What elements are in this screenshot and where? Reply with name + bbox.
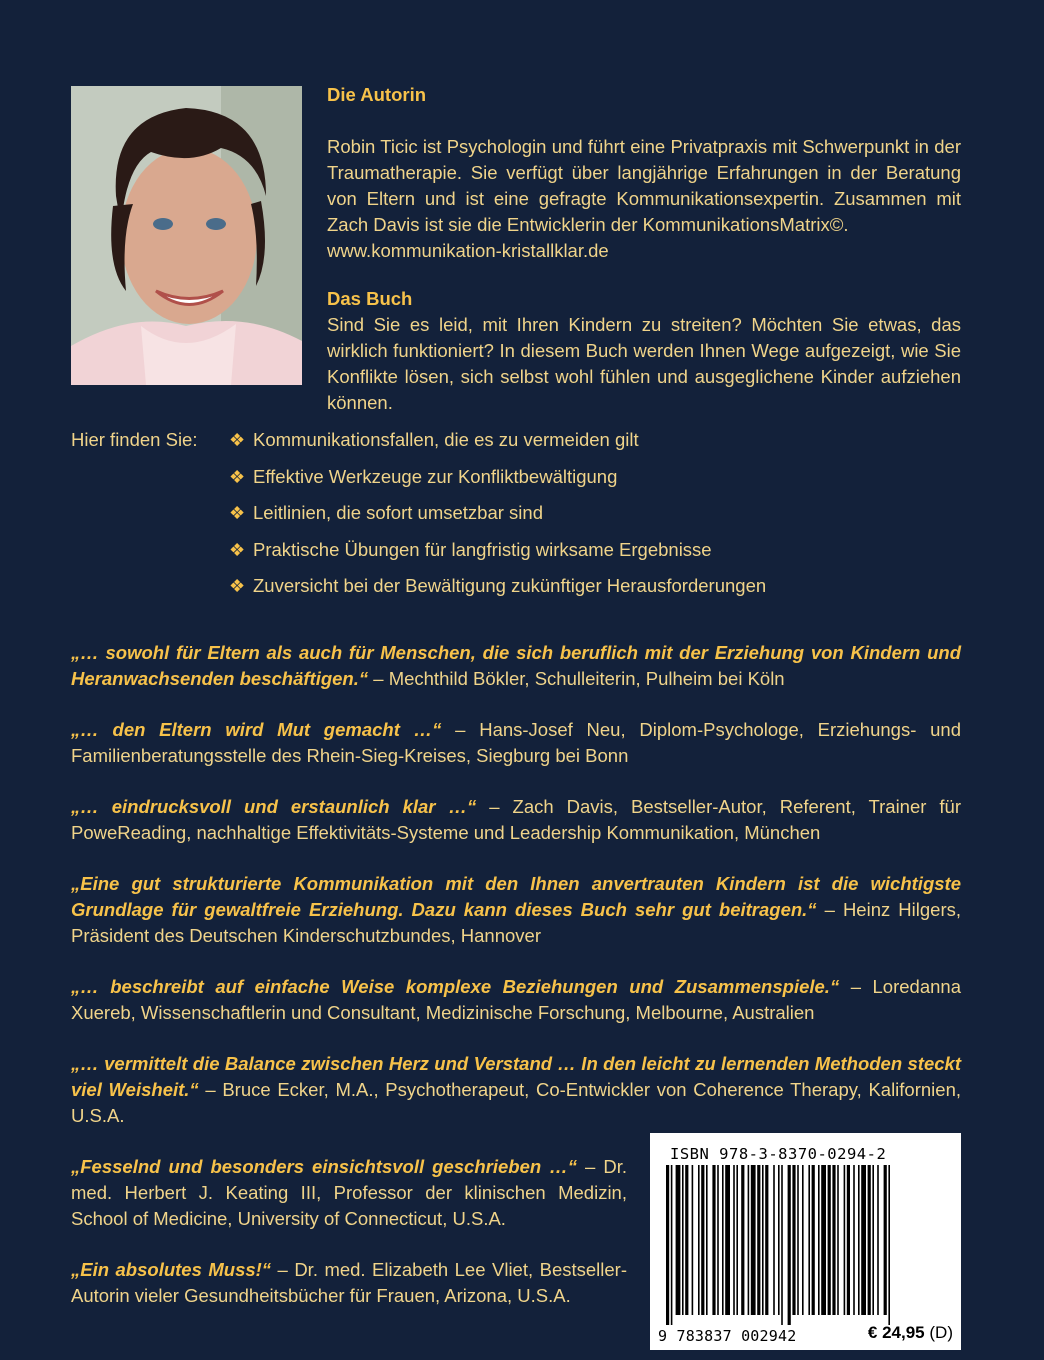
feature-text: Praktische Übungen für langfristig wirksame Ergebnisse: [253, 538, 712, 560]
barcode-bar: [808, 1165, 810, 1315]
price: [868, 1320, 953, 1346]
testimonial: [71, 717, 961, 769]
barcode-bar: [812, 1165, 815, 1315]
feature-item: [229, 464, 766, 501]
isbn-barcode: [650, 1133, 961, 1350]
barcode-digits: 9 783837 002942: [658, 1327, 797, 1345]
barcode-bar: [778, 1165, 780, 1315]
barcode-bar: [722, 1165, 724, 1315]
barcode-bar: [792, 1165, 795, 1315]
barcode-bar: [682, 1165, 684, 1315]
quote-text: „… sowohl für Eltern als auch für Menschen, die sich beruflich mit der Erziehung von Kindern und Heranwachsenden beschäftigen.“: [71, 642, 961, 689]
barcode-bar: [773, 1165, 775, 1315]
features-label: Hier finden Sie:: [71, 429, 198, 450]
barcode-bar: [832, 1165, 835, 1315]
quote-text: „Ein absolutes Muss!“: [71, 1259, 272, 1280]
barcode-bar: [888, 1165, 890, 1325]
diamond-bullet-icon: ❖: [229, 466, 246, 487]
diamond-bullet-icon: ❖: [229, 430, 246, 450]
diamond-bullet-icon: ❖: [229, 539, 246, 560]
quote-text: „… den Eltern wird Mut gemacht …“: [71, 719, 442, 740]
barcode-bar: [872, 1165, 874, 1315]
barcode-bar: [717, 1165, 719, 1315]
barcode-bar: [741, 1165, 744, 1315]
barcode-bar: [757, 1165, 760, 1315]
feature-item: [229, 537, 766, 574]
barcode-bar: [868, 1165, 871, 1315]
barcode-bar: [821, 1165, 826, 1315]
barcode-bar: [736, 1165, 738, 1315]
feature-text: Effektive Werkzeuge zur Konfliktbewältigung: [253, 465, 618, 487]
quote-text: „… eindrucksvoll und erstaunlich klar …“: [71, 796, 477, 817]
barcode-bar: [853, 1165, 855, 1315]
feature-text: Zuversicht bei der Bewältigung zukünftiger Herausforderungen: [253, 575, 767, 596]
quote-text: „Eine gut strukturierte Kommunikation mit den Ihnen anvertrauten Kindern ist die wichtigste Grundlage für gewaltfreie Erziehung. Dazu kann dieses Buch sehr gut beitragen.“: [71, 873, 961, 920]
diamond-bullet-icon: ❖: [229, 503, 246, 523]
isbn-label: ISBN 978-3-8370-0294-2: [670, 1145, 887, 1163]
barcode-bar: [666, 1165, 669, 1325]
barcode-bar: [676, 1165, 681, 1315]
barcode-bar: [837, 1165, 839, 1315]
testimonial: [71, 871, 961, 949]
barcode-bar: [861, 1165, 866, 1315]
barcode-bar: [884, 1165, 887, 1315]
barcode-bar: [781, 1165, 783, 1325]
testimonial: [71, 1154, 627, 1232]
quote-source: – Hans-Josef Neu, Diplom-Psychologe, Erziehungs- und Familienberatungsstelle des Rhein-Sieg-Kreises, Siegburg bei Bonn: [71, 719, 961, 766]
barcode-bar: [762, 1165, 764, 1315]
testimonial: [71, 794, 961, 846]
quote-text: „Fesselnd und besonders einsichtsvoll geschrieben …“: [71, 1156, 577, 1177]
testimonial: [71, 1257, 627, 1309]
author-section: [327, 82, 961, 416]
quote-source: – Zach Davis, Bestseller-Autor, Referent, Trainer für PoweReading, nachhaltige Effektivitäts-Systeme und Leadership Kommunikation, München: [71, 796, 961, 843]
author-website[interactable]: www.kommunikation-kristallklar.de: [327, 240, 609, 261]
barcode-bar: [671, 1165, 673, 1325]
price-region: (D): [929, 1323, 953, 1342]
quote-text: „… beschreibt auf einfache Weise komplexe Beziehungen und Zusammenspiele.“: [71, 976, 840, 997]
quote-source: – Mechthild Bökler, Schulleiterin, Pulheim bei Köln: [368, 668, 785, 689]
feature-text: Kommunikationsfallen, die es zu vermeiden gilt: [253, 429, 639, 450]
barcode-bar: [847, 1165, 850, 1315]
diamond-bullet-icon: ❖: [229, 576, 246, 596]
quote-source: – Dr. med. Elizabeth Lee Vliet, Bestseller-Autorin vieler Gesundheitsbücher für Frauen, Arizona, U.S.A.: [71, 1259, 627, 1306]
barcode-bar: [706, 1165, 708, 1315]
barcode-bar: [788, 1165, 791, 1325]
barcode-bar: [858, 1165, 860, 1315]
quote-text: „… vermittelt die Balance zwischen Herz und Verstand … In den leicht zu lernenden Methoden steckt viel Weisheit.“: [71, 1053, 961, 1100]
barcode-bar: [802, 1165, 804, 1315]
feature-item: [229, 573, 766, 610]
barcode-bar: [698, 1165, 700, 1315]
barcode-bars: [664, 1165, 947, 1325]
barcode-bar: [725, 1165, 730, 1315]
barcode-bar: [828, 1165, 831, 1315]
barcode-bar: [818, 1165, 820, 1315]
book-heading: Das Buch: [327, 288, 413, 309]
quote-source: – Dr. med. Herbert J. Keating III, Professor der klinischen Medizin, School of Medicine, University of Connecticut, U.S.A.: [71, 1156, 627, 1229]
quote-source: – Heinz Hilgers, Präsident des Deutschen Kinderschutzbundes, Hannover: [71, 899, 961, 946]
author-photo: [71, 86, 302, 385]
barcode-bar: [685, 1165, 688, 1315]
testimonial: [71, 974, 961, 1026]
book-text: Sind Sie es leid, mit Ihren Kindern zu streiten? Möchten Sie etwas, das wirklich funktioniert? In diesem Buch werden Ihnen Wege aufgezeigt, wie Sie Konflikte lösen, sich selbst wohl fühlen und ausgeglichene Kinder aufziehen können.: [327, 314, 961, 413]
price-value: € 24,95: [867, 1323, 925, 1342]
barcode-bar: [701, 1165, 704, 1315]
feature-item: [229, 427, 766, 464]
author-heading: Die Autorin: [327, 84, 427, 105]
barcode-bar: [692, 1165, 694, 1315]
feature-text: Leitlinien, die sofort umsetzbar sind: [253, 502, 543, 523]
barcode-bar: [751, 1165, 756, 1315]
barcode-bar: [844, 1165, 846, 1315]
quote-source: – Loredanna Xuereb, Wissenschaftlerin und Consultant, Medizinische Forschung, Melbourne, Australien: [71, 976, 961, 1023]
testimonial: [71, 1051, 961, 1129]
features-list: [229, 427, 766, 610]
feature-item: [229, 500, 766, 537]
barcode-bar: [877, 1165, 879, 1315]
barcode-bar: [765, 1165, 768, 1315]
barcode-bar: [797, 1165, 799, 1315]
author-bio: Robin Ticic ist Psychologin und führt eine Privatpraxis mit Schwerpunkt in der Traumatherapie. Sie verfügt über langjährige Erfahrungen in der Beratung von Eltern und ist eine gefragte Kommunikationsexpertin. Zusammen mit Zach Davis ist sie die Entwicklerin der KommunikationsMatrix©.: [327, 136, 961, 235]
barcode-bar: [748, 1165, 750, 1315]
barcode-bar: [712, 1165, 715, 1315]
quote-source: – Bruce Ecker, M.A., Psychotherapeut, Co-Entwickler von Coherence Therapy, Kalifornien, U.S.A.: [71, 1079, 961, 1126]
barcode-bar: [733, 1165, 735, 1315]
testimonial: [71, 640, 961, 692]
